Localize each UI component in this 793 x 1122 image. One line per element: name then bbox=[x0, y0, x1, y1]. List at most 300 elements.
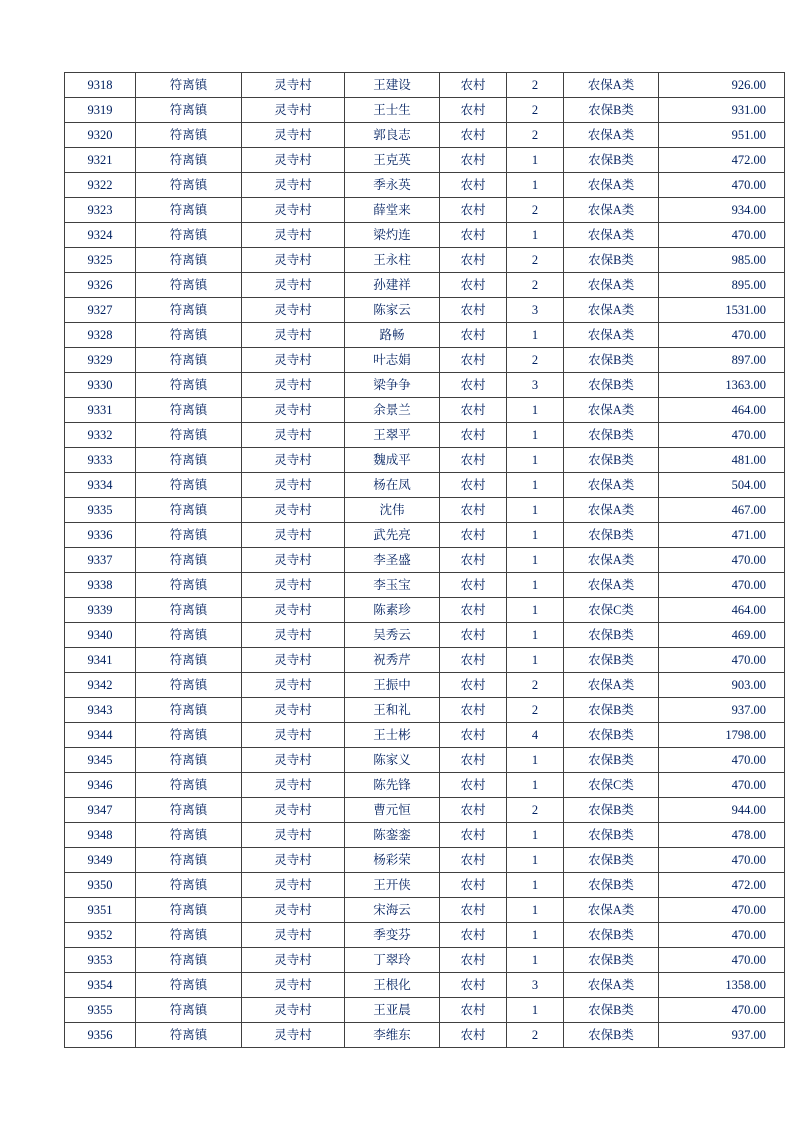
person-name: 陈先锋 bbox=[345, 773, 440, 798]
table-row bbox=[65, 948, 785, 973]
amount: 470.00 bbox=[659, 323, 785, 348]
insurance-category: 农保B类 bbox=[564, 348, 659, 373]
amount: 470.00 bbox=[659, 573, 785, 598]
amount: 469.00 bbox=[659, 623, 785, 648]
person-name: 王根化 bbox=[345, 973, 440, 998]
table-row bbox=[65, 173, 785, 198]
town: 符离镇 bbox=[136, 673, 242, 698]
person-name: 孙建祥 bbox=[345, 273, 440, 298]
village: 灵寺村 bbox=[242, 598, 345, 623]
person-name: 梁争争 bbox=[345, 373, 440, 398]
row-id: 9343 bbox=[65, 698, 136, 723]
person-count: 1 bbox=[507, 923, 564, 948]
town: 符离镇 bbox=[136, 848, 242, 873]
person-count: 3 bbox=[507, 973, 564, 998]
row-id: 9326 bbox=[65, 273, 136, 298]
village: 灵寺村 bbox=[242, 498, 345, 523]
residence-type: 农村 bbox=[440, 423, 507, 448]
table-body bbox=[65, 73, 785, 1048]
row-id: 9318 bbox=[65, 73, 136, 98]
person-name: 王翠平 bbox=[345, 423, 440, 448]
person-name: 叶志娟 bbox=[345, 348, 440, 373]
insurance-category: 农保C类 bbox=[564, 773, 659, 798]
insurance-category: 农保A类 bbox=[564, 398, 659, 423]
residence-type: 农村 bbox=[440, 748, 507, 773]
residence-type: 农村 bbox=[440, 648, 507, 673]
row-id: 9328 bbox=[65, 323, 136, 348]
town: 符离镇 bbox=[136, 573, 242, 598]
person-count: 2 bbox=[507, 98, 564, 123]
person-count: 1 bbox=[507, 773, 564, 798]
village: 灵寺村 bbox=[242, 348, 345, 373]
amount: 470.00 bbox=[659, 923, 785, 948]
residence-type: 农村 bbox=[440, 173, 507, 198]
person-name: 梁灼连 bbox=[345, 223, 440, 248]
town: 符离镇 bbox=[136, 348, 242, 373]
town: 符离镇 bbox=[136, 373, 242, 398]
table-row bbox=[65, 1023, 785, 1048]
town: 符离镇 bbox=[136, 548, 242, 573]
person-name: 季永英 bbox=[345, 173, 440, 198]
table-row bbox=[65, 523, 785, 548]
person-count: 1 bbox=[507, 998, 564, 1023]
row-id: 9355 bbox=[65, 998, 136, 1023]
row-id: 9330 bbox=[65, 373, 136, 398]
amount: 1363.00 bbox=[659, 373, 785, 398]
table-row bbox=[65, 123, 785, 148]
person-count: 4 bbox=[507, 723, 564, 748]
amount: 985.00 bbox=[659, 248, 785, 273]
amount: 951.00 bbox=[659, 123, 785, 148]
village: 灵寺村 bbox=[242, 198, 345, 223]
row-id: 9340 bbox=[65, 623, 136, 648]
insurance-category: 农保B类 bbox=[564, 748, 659, 773]
person-count: 3 bbox=[507, 373, 564, 398]
amount: 467.00 bbox=[659, 498, 785, 523]
amount: 464.00 bbox=[659, 398, 785, 423]
row-id: 9325 bbox=[65, 248, 136, 273]
table-row bbox=[65, 748, 785, 773]
residence-type: 农村 bbox=[440, 323, 507, 348]
amount: 937.00 bbox=[659, 698, 785, 723]
village: 灵寺村 bbox=[242, 423, 345, 448]
amount: 470.00 bbox=[659, 223, 785, 248]
table-row bbox=[65, 773, 785, 798]
person-name: 余景兰 bbox=[345, 398, 440, 423]
person-count: 1 bbox=[507, 873, 564, 898]
row-id: 9333 bbox=[65, 448, 136, 473]
residence-type: 农村 bbox=[440, 523, 507, 548]
residence-type: 农村 bbox=[440, 948, 507, 973]
town: 符离镇 bbox=[136, 173, 242, 198]
person-name: 李圣盛 bbox=[345, 548, 440, 573]
village: 灵寺村 bbox=[242, 323, 345, 348]
town: 符离镇 bbox=[136, 248, 242, 273]
person-name: 郭良志 bbox=[345, 123, 440, 148]
row-id: 9348 bbox=[65, 823, 136, 848]
village: 灵寺村 bbox=[242, 398, 345, 423]
amount: 504.00 bbox=[659, 473, 785, 498]
row-id: 9329 bbox=[65, 348, 136, 373]
residence-type: 农村 bbox=[440, 798, 507, 823]
insurance-category: 农保B类 bbox=[564, 423, 659, 448]
person-name: 王和礼 bbox=[345, 698, 440, 723]
row-id: 9323 bbox=[65, 198, 136, 223]
table-row bbox=[65, 973, 785, 998]
person-count: 1 bbox=[507, 748, 564, 773]
town: 符离镇 bbox=[136, 398, 242, 423]
town: 符离镇 bbox=[136, 123, 242, 148]
village: 灵寺村 bbox=[242, 298, 345, 323]
person-name: 杨彩荣 bbox=[345, 848, 440, 873]
amount: 470.00 bbox=[659, 548, 785, 573]
insurance-category: 农保B类 bbox=[564, 373, 659, 398]
residence-type: 农村 bbox=[440, 248, 507, 273]
town: 符离镇 bbox=[136, 898, 242, 923]
town: 符离镇 bbox=[136, 648, 242, 673]
residence-type: 农村 bbox=[440, 673, 507, 698]
insurance-category: 农保A类 bbox=[564, 323, 659, 348]
village: 灵寺村 bbox=[242, 973, 345, 998]
town: 符离镇 bbox=[136, 773, 242, 798]
row-id: 9337 bbox=[65, 548, 136, 573]
person-name: 祝秀芹 bbox=[345, 648, 440, 673]
person-count: 1 bbox=[507, 323, 564, 348]
village: 灵寺村 bbox=[242, 623, 345, 648]
insurance-category: 农保A类 bbox=[564, 273, 659, 298]
town: 符离镇 bbox=[136, 698, 242, 723]
residence-type: 农村 bbox=[440, 98, 507, 123]
town: 符离镇 bbox=[136, 98, 242, 123]
village: 灵寺村 bbox=[242, 923, 345, 948]
table-row bbox=[65, 573, 785, 598]
village: 灵寺村 bbox=[242, 373, 345, 398]
village: 灵寺村 bbox=[242, 948, 345, 973]
row-id: 9331 bbox=[65, 398, 136, 423]
town: 符离镇 bbox=[136, 798, 242, 823]
person-name: 丁翠玲 bbox=[345, 948, 440, 973]
person-name: 陈家云 bbox=[345, 298, 440, 323]
town: 符离镇 bbox=[136, 948, 242, 973]
town: 符离镇 bbox=[136, 448, 242, 473]
insurance-category: 农保B类 bbox=[564, 873, 659, 898]
person-name: 路畅 bbox=[345, 323, 440, 348]
residence-type: 农村 bbox=[440, 448, 507, 473]
residence-type: 农村 bbox=[440, 73, 507, 98]
person-count: 1 bbox=[507, 498, 564, 523]
village: 灵寺村 bbox=[242, 573, 345, 598]
table-row bbox=[65, 698, 785, 723]
row-id: 9347 bbox=[65, 798, 136, 823]
row-id: 9353 bbox=[65, 948, 136, 973]
table-row bbox=[65, 323, 785, 348]
residence-type: 农村 bbox=[440, 123, 507, 148]
person-count: 1 bbox=[507, 848, 564, 873]
residence-type: 农村 bbox=[440, 823, 507, 848]
village: 灵寺村 bbox=[242, 473, 345, 498]
insurance-category: 农保B类 bbox=[564, 923, 659, 948]
insurance-category: 农保B类 bbox=[564, 448, 659, 473]
village: 灵寺村 bbox=[242, 998, 345, 1023]
row-id: 9352 bbox=[65, 923, 136, 948]
insurance-category: 农保A类 bbox=[564, 298, 659, 323]
amount: 931.00 bbox=[659, 98, 785, 123]
person-count: 2 bbox=[507, 198, 564, 223]
row-id: 9354 bbox=[65, 973, 136, 998]
person-count: 2 bbox=[507, 673, 564, 698]
amount: 478.00 bbox=[659, 823, 785, 848]
person-count: 2 bbox=[507, 273, 564, 298]
residence-type: 农村 bbox=[440, 848, 507, 873]
village: 灵寺村 bbox=[242, 123, 345, 148]
village: 灵寺村 bbox=[242, 698, 345, 723]
table-row bbox=[65, 473, 785, 498]
residence-type: 农村 bbox=[440, 473, 507, 498]
table-row bbox=[65, 98, 785, 123]
village: 灵寺村 bbox=[242, 73, 345, 98]
row-id: 9351 bbox=[65, 898, 136, 923]
insurance-category: 农保A类 bbox=[564, 223, 659, 248]
residence-type: 农村 bbox=[440, 548, 507, 573]
town: 符离镇 bbox=[136, 998, 242, 1023]
insurance-category: 农保A类 bbox=[564, 548, 659, 573]
village: 灵寺村 bbox=[242, 448, 345, 473]
insurance-category: 农保B类 bbox=[564, 998, 659, 1023]
town: 符离镇 bbox=[136, 623, 242, 648]
insurance-category: 农保B类 bbox=[564, 798, 659, 823]
town: 符离镇 bbox=[136, 1023, 242, 1048]
amount: 1798.00 bbox=[659, 723, 785, 748]
town: 符离镇 bbox=[136, 73, 242, 98]
person-name: 季变芬 bbox=[345, 923, 440, 948]
insurance-category: 农保A类 bbox=[564, 973, 659, 998]
insurance-category: 农保A类 bbox=[564, 573, 659, 598]
amount: 472.00 bbox=[659, 873, 785, 898]
amount: 464.00 bbox=[659, 598, 785, 623]
row-id: 9335 bbox=[65, 498, 136, 523]
village: 灵寺村 bbox=[242, 798, 345, 823]
residence-type: 农村 bbox=[440, 298, 507, 323]
person-name: 曹元恒 bbox=[345, 798, 440, 823]
residence-type: 农村 bbox=[440, 898, 507, 923]
residence-type: 农村 bbox=[440, 198, 507, 223]
person-count: 1 bbox=[507, 398, 564, 423]
table-row bbox=[65, 423, 785, 448]
amount: 934.00 bbox=[659, 198, 785, 223]
person-name: 陈素珍 bbox=[345, 598, 440, 623]
person-name: 李维东 bbox=[345, 1023, 440, 1048]
residence-type: 农村 bbox=[440, 398, 507, 423]
row-id: 9327 bbox=[65, 298, 136, 323]
village: 灵寺村 bbox=[242, 273, 345, 298]
village: 灵寺村 bbox=[242, 148, 345, 173]
insurance-category: 农保B类 bbox=[564, 623, 659, 648]
table-row bbox=[65, 673, 785, 698]
person-name: 杨在凤 bbox=[345, 473, 440, 498]
village: 灵寺村 bbox=[242, 523, 345, 548]
person-name: 陈銮銮 bbox=[345, 823, 440, 848]
amount: 472.00 bbox=[659, 148, 785, 173]
person-name: 王克英 bbox=[345, 148, 440, 173]
row-id: 9346 bbox=[65, 773, 136, 798]
row-id: 9332 bbox=[65, 423, 136, 448]
town: 符离镇 bbox=[136, 523, 242, 548]
person-count: 1 bbox=[507, 598, 564, 623]
table-row bbox=[65, 723, 785, 748]
table-row bbox=[65, 923, 785, 948]
amount: 471.00 bbox=[659, 523, 785, 548]
residence-type: 农村 bbox=[440, 1023, 507, 1048]
village: 灵寺村 bbox=[242, 773, 345, 798]
table-row bbox=[65, 148, 785, 173]
amount: 937.00 bbox=[659, 1023, 785, 1048]
residence-type: 农村 bbox=[440, 973, 507, 998]
person-name: 宋海云 bbox=[345, 898, 440, 923]
table-row bbox=[65, 623, 785, 648]
town: 符离镇 bbox=[136, 598, 242, 623]
insurance-category: 农保B类 bbox=[564, 148, 659, 173]
insurance-category: 农保A类 bbox=[564, 173, 659, 198]
person-name: 王士生 bbox=[345, 98, 440, 123]
person-name: 王士彬 bbox=[345, 723, 440, 748]
village: 灵寺村 bbox=[242, 98, 345, 123]
residence-type: 农村 bbox=[440, 873, 507, 898]
amount: 470.00 bbox=[659, 648, 785, 673]
person-name: 武先亮 bbox=[345, 523, 440, 548]
person-count: 2 bbox=[507, 73, 564, 98]
person-name: 陈家义 bbox=[345, 748, 440, 773]
table-row bbox=[65, 348, 785, 373]
residence-type: 农村 bbox=[440, 348, 507, 373]
person-count: 2 bbox=[507, 798, 564, 823]
town: 符离镇 bbox=[136, 198, 242, 223]
person-name: 李玉宝 bbox=[345, 573, 440, 598]
village: 灵寺村 bbox=[242, 898, 345, 923]
amount: 926.00 bbox=[659, 73, 785, 98]
person-name: 王开侠 bbox=[345, 873, 440, 898]
residence-type: 农村 bbox=[440, 698, 507, 723]
town: 符离镇 bbox=[136, 298, 242, 323]
row-id: 9345 bbox=[65, 748, 136, 773]
insurance-category: 农保C类 bbox=[564, 598, 659, 623]
row-id: 9334 bbox=[65, 473, 136, 498]
row-id: 9344 bbox=[65, 723, 136, 748]
person-count: 1 bbox=[507, 548, 564, 573]
town: 符离镇 bbox=[136, 748, 242, 773]
amount: 481.00 bbox=[659, 448, 785, 473]
amount: 470.00 bbox=[659, 998, 785, 1023]
row-id: 9319 bbox=[65, 98, 136, 123]
residence-type: 农村 bbox=[440, 573, 507, 598]
person-count: 1 bbox=[507, 523, 564, 548]
table-row bbox=[65, 223, 785, 248]
person-name: 薛堂来 bbox=[345, 198, 440, 223]
residence-type: 农村 bbox=[440, 998, 507, 1023]
insurance-category: 农保B类 bbox=[564, 248, 659, 273]
town: 符离镇 bbox=[136, 873, 242, 898]
person-count: 2 bbox=[507, 248, 564, 273]
amount: 470.00 bbox=[659, 848, 785, 873]
person-name: 王亚晨 bbox=[345, 998, 440, 1023]
table-row bbox=[65, 598, 785, 623]
residence-type: 农村 bbox=[440, 223, 507, 248]
table-row bbox=[65, 73, 785, 98]
row-id: 9349 bbox=[65, 848, 136, 873]
person-count: 1 bbox=[507, 648, 564, 673]
table-row bbox=[65, 498, 785, 523]
village: 灵寺村 bbox=[242, 648, 345, 673]
residence-type: 农村 bbox=[440, 373, 507, 398]
town: 符离镇 bbox=[136, 473, 242, 498]
table-row bbox=[65, 298, 785, 323]
residence-type: 农村 bbox=[440, 623, 507, 648]
town: 符离镇 bbox=[136, 323, 242, 348]
table-row bbox=[65, 198, 785, 223]
data-table bbox=[64, 72, 785, 1048]
person-count: 1 bbox=[507, 173, 564, 198]
table-row bbox=[65, 248, 785, 273]
insurance-category: 农保A类 bbox=[564, 498, 659, 523]
table-row bbox=[65, 648, 785, 673]
person-count: 2 bbox=[507, 1023, 564, 1048]
residence-type: 农村 bbox=[440, 773, 507, 798]
insurance-category: 农保B类 bbox=[564, 948, 659, 973]
amount: 895.00 bbox=[659, 273, 785, 298]
insurance-category: 农保B类 bbox=[564, 1023, 659, 1048]
town: 符离镇 bbox=[136, 273, 242, 298]
insurance-category: 农保A类 bbox=[564, 673, 659, 698]
insurance-category: 农保B类 bbox=[564, 848, 659, 873]
town: 符离镇 bbox=[136, 973, 242, 998]
row-id: 9339 bbox=[65, 598, 136, 623]
person-name: 魏成平 bbox=[345, 448, 440, 473]
insurance-category: 农保B类 bbox=[564, 648, 659, 673]
insurance-category: 农保A类 bbox=[564, 123, 659, 148]
amount: 470.00 bbox=[659, 748, 785, 773]
insurance-category: 农保B类 bbox=[564, 723, 659, 748]
town: 符离镇 bbox=[136, 423, 242, 448]
person-count: 1 bbox=[507, 423, 564, 448]
row-id: 9320 bbox=[65, 123, 136, 148]
table-row bbox=[65, 798, 785, 823]
town: 符离镇 bbox=[136, 823, 242, 848]
village: 灵寺村 bbox=[242, 248, 345, 273]
table-row bbox=[65, 823, 785, 848]
row-id: 9324 bbox=[65, 223, 136, 248]
village: 灵寺村 bbox=[242, 723, 345, 748]
village: 灵寺村 bbox=[242, 1023, 345, 1048]
row-id: 9342 bbox=[65, 673, 136, 698]
village: 灵寺村 bbox=[242, 748, 345, 773]
table-row bbox=[65, 398, 785, 423]
village: 灵寺村 bbox=[242, 823, 345, 848]
row-id: 9336 bbox=[65, 523, 136, 548]
village: 灵寺村 bbox=[242, 848, 345, 873]
village: 灵寺村 bbox=[242, 173, 345, 198]
insurance-category: 农保A类 bbox=[564, 898, 659, 923]
amount: 944.00 bbox=[659, 798, 785, 823]
town: 符离镇 bbox=[136, 498, 242, 523]
person-name: 王永柱 bbox=[345, 248, 440, 273]
person-count: 1 bbox=[507, 948, 564, 973]
insurance-category: 农保A类 bbox=[564, 198, 659, 223]
table-row bbox=[65, 848, 785, 873]
amount: 1531.00 bbox=[659, 298, 785, 323]
row-id: 9322 bbox=[65, 173, 136, 198]
person-name: 王建设 bbox=[345, 73, 440, 98]
table-row bbox=[65, 548, 785, 573]
amount: 470.00 bbox=[659, 173, 785, 198]
